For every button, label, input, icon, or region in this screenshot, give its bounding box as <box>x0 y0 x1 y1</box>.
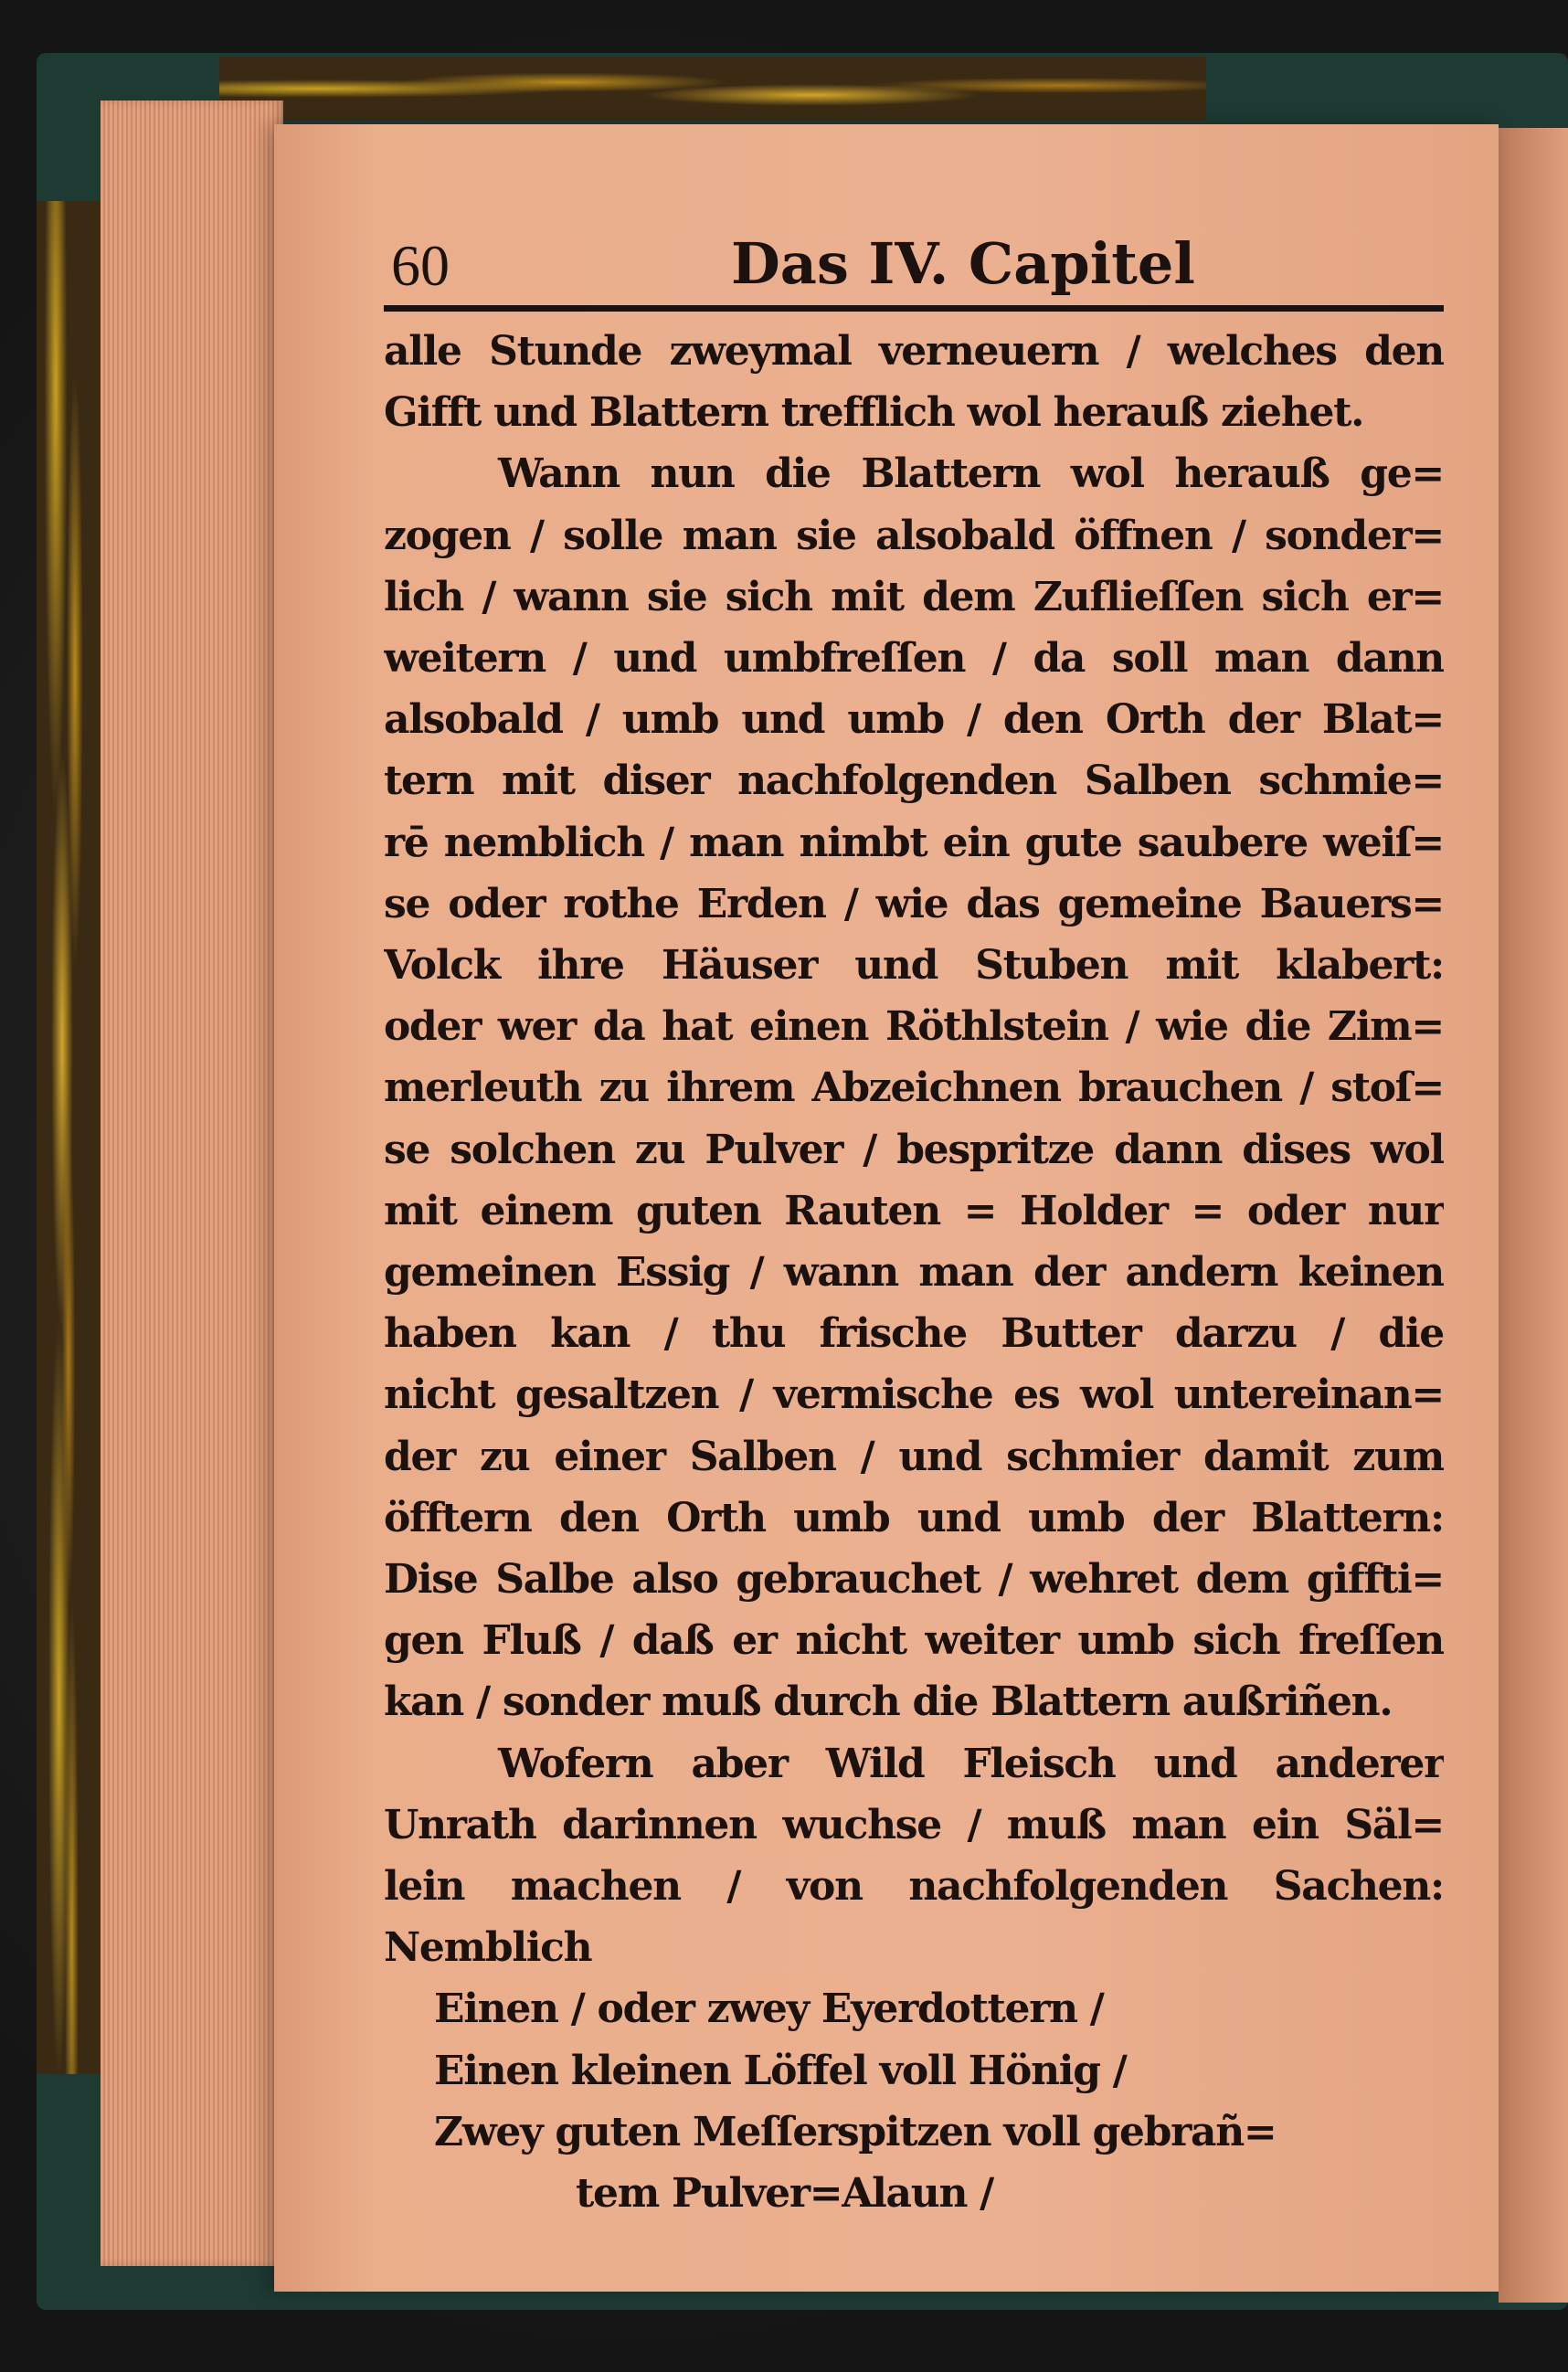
page-number: 60 <box>391 233 450 298</box>
recipe-line: tem Pulver=Alaun / <box>576 2170 993 2218</box>
text-line: oder wer da hat einen Röthlstein / wie die Zim= <box>384 1003 1444 1051</box>
marbled-edge-left <box>37 201 101 2074</box>
text-line: gemeinen Essig / wann man der andern keinen <box>384 1249 1444 1297</box>
running-head: Das IV. Capitel <box>731 230 1195 297</box>
text-line: Dise Salbe also gebrauchet / wehret dem giffti= <box>384 1556 1444 1604</box>
text-line: Wann nun die Blattern wol herauß ge= <box>498 450 1444 498</box>
text-line: rē nemblich / man nimbt ein gute saubere weiſ= <box>384 819 1444 866</box>
facing-page-edge <box>1499 128 1568 2303</box>
page-stack-edges <box>101 101 283 2266</box>
recipe-line: Einen kleinen Löffel voll Hönig / <box>434 2047 1127 2094</box>
text-line: Unrath darinnen wuchse / muß man ein Säl= <box>384 1801 1444 1848</box>
text-line: lich / wann sie sich mit dem Zuflieſſen sich er= <box>384 573 1444 620</box>
text-line: nicht gesaltzen / vermische es wol untereinan= <box>384 1371 1444 1419</box>
text-line: alle Stunde zweymal verneuern / welches den <box>384 328 1444 375</box>
recipe-line: Einen / oder zwey Eyerdottern / <box>434 1985 1104 2033</box>
text-line: Gifft und Blattern trefflich wol herauß ziehet. <box>384 389 1364 437</box>
text-line: tern mit diser nachfolgenden Salben schmie= <box>384 757 1444 805</box>
text-line: gen Fluß / daß er nicht weiter umb sich freſſen <box>384 1617 1444 1665</box>
text-line: Volck ihre Häuser und Stuben mit klabert: <box>384 942 1444 990</box>
text-line: se oder rothe Erden / wie das gemeine Bauers= <box>384 880 1444 927</box>
text-line: se solchen zu Pulver / bespritze dann dises wol <box>384 1126 1444 1173</box>
text-line: Nemblich <box>384 1924 592 1972</box>
page-header <box>384 228 1444 312</box>
text-line: der zu einer Salben / und schmier damit zum <box>384 1433 1444 1480</box>
body-text <box>384 321 1444 2224</box>
text-line: Wofern aber Wild Fleisch und anderer <box>498 1740 1444 1787</box>
text-line: öfftern den Orth umb und umb der Blattern: <box>384 1494 1444 1541</box>
text-line: weitern / und umbfreſſen / da soll man dann <box>384 635 1444 683</box>
marbled-edge-top <box>219 57 1206 121</box>
page-text <box>384 228 1444 2224</box>
text-line: haben kan / thu frische Butter darzu / die <box>384 1310 1444 1358</box>
text-line: mit einem guten Rauten = Holder = oder nur <box>384 1187 1444 1234</box>
text-line: kan / sonder muß durch die Blattern außriñen. <box>384 1678 1393 1726</box>
text-line: zogen / solle man sie alsobald öffnen / sonder= <box>384 512 1444 559</box>
text-line: merleuth zu ihrem Abzeichnen brauchen / stoſ= <box>384 1064 1444 1112</box>
text-line: alsobald / umb und umb / den Orth der Blat= <box>384 696 1444 744</box>
text-line: lein machen / von nachfolgenden Sachen: <box>384 1863 1444 1911</box>
recipe-line: Zwey guten Meſſerspitzen voll gebrañ= <box>434 2108 1277 2155</box>
